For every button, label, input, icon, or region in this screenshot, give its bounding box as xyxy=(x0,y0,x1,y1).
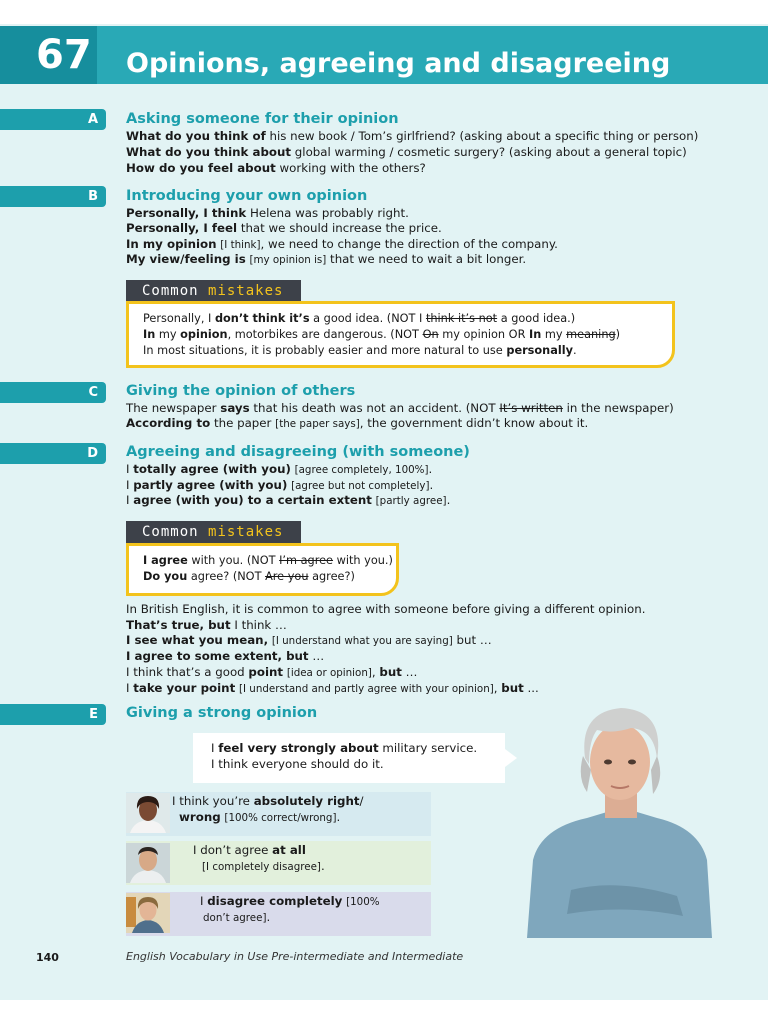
text-run: Personally, I xyxy=(143,312,215,325)
mistake-line xyxy=(143,326,620,343)
text-run: I see what you mean, xyxy=(126,633,269,647)
text-run: my opinion OR xyxy=(438,328,530,341)
page-number: 140 xyxy=(36,951,59,964)
text-run: wrong xyxy=(179,810,221,824)
text-run: . xyxy=(446,493,451,507)
text-run: My view/feeling is xyxy=(126,252,246,266)
section-d-line xyxy=(126,492,450,509)
text-run: but … xyxy=(452,633,492,647)
text-run: partly agree (with you) xyxy=(133,478,288,492)
woman-portrait-photo xyxy=(527,700,712,938)
section-a-line xyxy=(126,144,687,160)
section-c-heading: Giving the opinion of others xyxy=(126,383,356,399)
text-run: I xyxy=(211,741,219,755)
mistake-line xyxy=(143,568,355,585)
section-d-line xyxy=(126,601,645,617)
text-run: working with the others? xyxy=(275,161,426,175)
text-run: agree? (NOT xyxy=(187,570,266,583)
text-run: military service. xyxy=(378,741,478,755)
section-d-line xyxy=(126,680,539,697)
gloss-text: [idea or opinion] xyxy=(286,667,372,679)
gloss-text: [partly agree] xyxy=(375,495,447,507)
text-run: I xyxy=(126,681,134,695)
section-c-line xyxy=(126,400,674,416)
section-b-heading: Introducing your own opinion xyxy=(126,188,368,204)
struck-text: It’s written xyxy=(499,401,563,415)
text-run: What do you think about xyxy=(126,145,292,159)
struck-text: Are you xyxy=(265,570,309,583)
text-run: ... xyxy=(523,681,539,695)
text-run: agree (with you) to a certain extent xyxy=(133,493,372,507)
text-run: I xyxy=(126,493,134,507)
text-run: . xyxy=(429,478,434,492)
text-run: In xyxy=(529,328,542,341)
text-run: I xyxy=(200,894,208,908)
speech-line xyxy=(193,842,306,858)
text-run: That’s true, but xyxy=(126,618,231,632)
speech-line xyxy=(203,909,270,926)
speech-line xyxy=(200,893,380,910)
speech-panel-3 xyxy=(126,892,431,936)
gloss-text: [my opinion is] xyxy=(249,254,327,266)
mistakes-label: mistakes xyxy=(208,524,284,540)
text-run: In British English, it is common to agree with someone before giving a different opinion. xyxy=(126,602,646,616)
section-e-heading: Giving a strong opinion xyxy=(126,705,318,721)
avatar-woman-2 xyxy=(126,893,170,933)
struck-text: think it’s not xyxy=(425,312,498,325)
text-run: The newspaper xyxy=(126,401,221,415)
text-run: the paper xyxy=(210,416,276,430)
gloss-text: [I think] xyxy=(220,239,261,251)
book-title: English Vocabulary in Use Pre-intermediate and Intermediate xyxy=(126,950,464,963)
text-run: I think you’re xyxy=(172,794,254,808)
text-run: . xyxy=(428,462,433,476)
text-run: , the government didn’t know about it. xyxy=(359,416,589,430)
common-mistakes-label: Common xyxy=(142,524,199,540)
text-run: I xyxy=(126,462,134,476)
text-run: Personally, I feel xyxy=(126,221,238,235)
text-run: his new book / Tom’s girlfriend? (asking about a specific thing or person) xyxy=(265,129,699,143)
struck-text: I’m agree xyxy=(279,554,334,567)
section-b-line xyxy=(126,251,526,268)
text-run: I agree to some extent, but xyxy=(126,649,309,663)
mistake-line xyxy=(143,310,575,327)
mistake-line xyxy=(143,552,393,569)
speech-panel-2 xyxy=(126,841,431,885)
text-run: … xyxy=(401,665,418,679)
gloss-text: [100% xyxy=(346,896,380,908)
struck-text: On xyxy=(422,328,439,341)
common-mistakes-label: Common xyxy=(142,283,199,299)
text-run: ) xyxy=(615,328,621,341)
text-run: my xyxy=(155,328,181,341)
section-d-line xyxy=(126,664,417,681)
common-mistakes-tab xyxy=(126,521,301,543)
text-run: I don’t agree xyxy=(193,843,273,857)
gloss-text: [the paper says] xyxy=(275,418,360,430)
text-run: What do you think of xyxy=(126,129,266,143)
gloss-text: [I understand and partly agree with your opinion] xyxy=(238,683,494,695)
text-run: that we need to wait a bit longer. xyxy=(326,252,527,266)
text-run: In most situations, it is probably easier and more natural to use xyxy=(143,344,507,357)
text-run: I xyxy=(126,478,134,492)
text-run: agree?) xyxy=(308,570,355,583)
text-run: I think everyone should do it. xyxy=(211,757,384,771)
text-run: but xyxy=(379,665,402,679)
page-title: Opinions, agreeing and disagreeing xyxy=(126,48,671,79)
gloss-text: [100% correct/wrong] xyxy=(224,812,337,824)
section-tab-e: E xyxy=(0,704,106,725)
text-run: In my opinion xyxy=(126,237,217,251)
text-run: a good idea.) xyxy=(497,312,576,325)
text-run: , motorbikes are dangerous. (NOT xyxy=(227,328,423,341)
text-run: with you.) xyxy=(333,554,393,567)
text-run: personally xyxy=(506,344,573,357)
text-run: , xyxy=(371,665,380,679)
text-run: In xyxy=(143,328,156,341)
text-run: How do you feel about xyxy=(126,161,276,175)
section-d-line xyxy=(126,648,324,664)
common-mistakes-tab xyxy=(126,280,301,302)
text-run: in the newspaper) xyxy=(562,401,674,415)
text-run: but xyxy=(501,681,524,695)
text-run: point xyxy=(248,665,284,679)
text-run: feel very strongly about xyxy=(218,741,379,755)
unit-number: 67 xyxy=(0,26,97,84)
avatar-woman-1 xyxy=(126,793,170,833)
section-tab-b: B xyxy=(0,186,106,207)
gloss-text: [I understand what you are saying] xyxy=(271,635,453,647)
text-run: my xyxy=(541,328,567,341)
common-mistakes-box xyxy=(126,301,675,368)
common-mistakes-box xyxy=(126,543,399,596)
text-run: opinion xyxy=(180,328,228,341)
text-run: Helena was probably right. xyxy=(246,206,409,220)
text-run: take your point xyxy=(133,681,236,695)
mistakes-label: mistakes xyxy=(208,283,284,299)
text-run: a good idea. (NOT I xyxy=(309,312,426,325)
text-run: says xyxy=(220,401,250,415)
speech-line xyxy=(179,809,340,826)
text-run: … xyxy=(308,649,325,663)
text-run: don’t think it’s xyxy=(214,312,310,325)
section-d-line xyxy=(126,632,492,649)
text-run: I agree xyxy=(143,554,188,567)
bubble-line xyxy=(211,756,384,772)
section-d-heading: Agreeing and disagreeing (with someone) xyxy=(126,444,470,460)
text-run: . xyxy=(336,810,341,824)
text-run: I think that’s a good xyxy=(126,665,249,679)
section-tab-c: C xyxy=(0,382,106,403)
section-c-line xyxy=(126,415,588,432)
mistake-line xyxy=(143,342,577,359)
text-run: at all xyxy=(272,843,306,857)
section-b-line xyxy=(126,205,409,221)
text-run: . xyxy=(320,859,325,873)
text-run: disagree completely xyxy=(207,894,343,908)
text-run: , xyxy=(493,681,502,695)
text-run: that his death was not an accident. (NOT xyxy=(249,401,500,415)
speech-panel-1 xyxy=(126,792,431,836)
section-tab-a: A xyxy=(0,109,106,130)
text-run: global warming / cosmetic surgery? (asking about a general topic) xyxy=(291,145,687,159)
speech-line xyxy=(202,858,325,875)
section-a-heading: Asking someone for their opinion xyxy=(126,111,399,127)
avatar-man xyxy=(126,843,170,883)
speech-bubble xyxy=(193,733,505,783)
text-run: Do you xyxy=(143,570,188,583)
text-run: I think … xyxy=(230,618,287,632)
text-run: , we need to change the direction of the company. xyxy=(260,237,558,251)
speech-line xyxy=(172,793,364,809)
text-run: . xyxy=(572,344,577,357)
section-b-line xyxy=(126,220,442,236)
section-a-line xyxy=(126,128,698,144)
section-d-line xyxy=(126,617,287,633)
section-a-line xyxy=(126,160,426,176)
text-run: totally agree (with you) xyxy=(133,462,291,476)
struck-text: meaning xyxy=(566,328,616,341)
text-run: with you. (NOT xyxy=(187,554,280,567)
gloss-text: [agree but not completely] xyxy=(291,480,430,492)
text-run: According to xyxy=(126,416,211,430)
section-d-line xyxy=(126,461,432,478)
bubble-line xyxy=(211,740,477,756)
text-run: absolutely right xyxy=(253,794,360,808)
gloss-text: don’t agree] xyxy=(203,912,267,924)
text-run: / xyxy=(359,794,364,808)
gloss-text: [I completely disagree] xyxy=(202,861,321,873)
gloss-text: [agree completely, 100%] xyxy=(294,464,429,476)
text-run: . xyxy=(266,910,271,924)
section-tab-d: D xyxy=(0,443,106,464)
text-run: Personally, I think xyxy=(126,206,247,220)
text-run: that we should increase the price. xyxy=(237,221,442,235)
